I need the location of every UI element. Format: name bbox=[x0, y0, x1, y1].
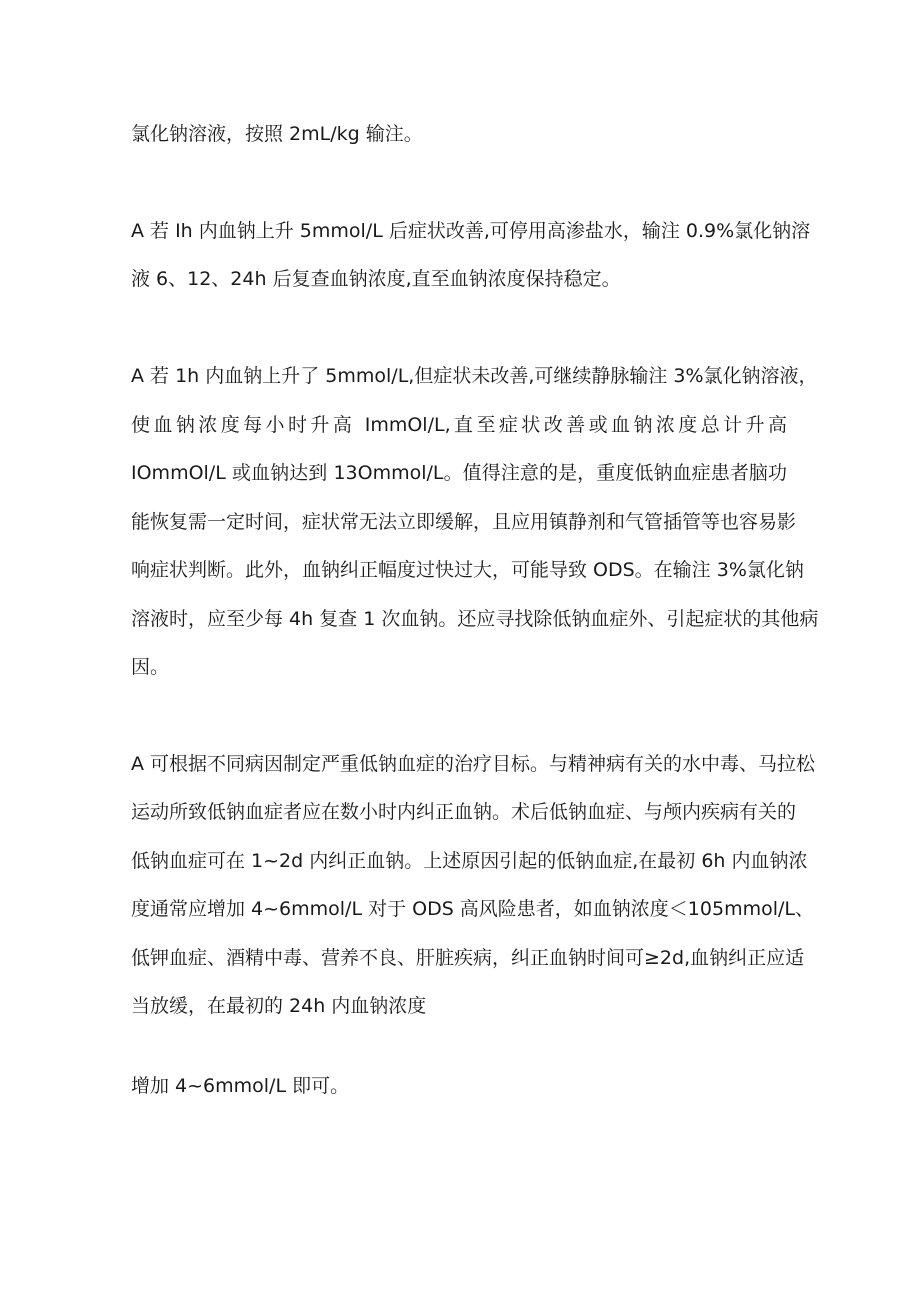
paragraph-4-line-4: 度通常应增加 4~6mmol/L 对于 ODS 高风险患者，如血钠浓度＜105mmol/L、 bbox=[131, 898, 814, 920]
paragraph-4-line-2: 运动所致低钠血症者应在数小时内纠正血钠。术后低钠血症、与颅内疾病有关的 bbox=[131, 801, 797, 823]
paragraph-3-line-1: A 若 1h 内血钠上升了 5mmol/L,但症状未改善,可继续静脉输注 3%氯化钠溶液， bbox=[131, 365, 818, 387]
paragraph-4-line-3: 低钠血症可在 1~2d 内纠正血钠。上述原因引起的低钠血症,在最初 6h 内血钠浓 bbox=[131, 850, 808, 872]
paragraph-4-line-1: A 可根据不同病因制定严重低钠血症的治疗目标。与精神病有关的水中毒、马拉松 bbox=[131, 753, 816, 775]
paragraph-2-line-1: A 若 Ih 内血钠上升 5mmol/L 后症状改善,可停用高渗盐水，输注 0.9%氯化钠溶 bbox=[131, 220, 811, 242]
paragraph-5-line-1: 增加 4~6mmol/L 即可。 bbox=[131, 1075, 350, 1097]
paragraph-3-line-7: 因。 bbox=[131, 656, 170, 678]
paragraph-3-line-6: 溶液时，应至少每 4h 复查 1 次血钠。还应寻找除低钠血症外、引起症状的其他病 bbox=[131, 608, 819, 630]
paragraph-3-line-3: IOmmOl/L 或血钠达到 13Ommol/L。值得注意的是，重度低钠血症患者脑功 bbox=[131, 462, 787, 484]
paragraph-1-line-1: 氯化钠溶液，按照 2mL/kg 输注。 bbox=[131, 123, 423, 145]
paragraph-4-line-5: 低钾血症、酒精中毒、营养不良、肝脏疾病，纠正血钠时间可≥2d,血钠纠正应适 bbox=[131, 947, 805, 969]
paragraph-2-line-2: 液 6、12、24h 后复查血钠浓度,直至血钠浓度保持稳定。 bbox=[131, 268, 621, 290]
paragraph-4-line-6: 当放缓，在最初的 24h 内血钠浓度 bbox=[131, 995, 427, 1017]
paragraph-3-line-5: 响症状判断。此外，血钠纠正幅度过快过大，可能导致 ODS。在输注 3%氯化钠 bbox=[131, 559, 804, 581]
paragraph-3-line-4: 能恢复需一定时间，症状常无法立即缓解，且应用镇静剂和气管插管等也容易影 bbox=[131, 511, 797, 533]
paragraph-3-line-2: 使血钠浓度每小时升高 ImmOl/L,直至症状改善或血钠浓度总计升高 bbox=[131, 414, 787, 436]
